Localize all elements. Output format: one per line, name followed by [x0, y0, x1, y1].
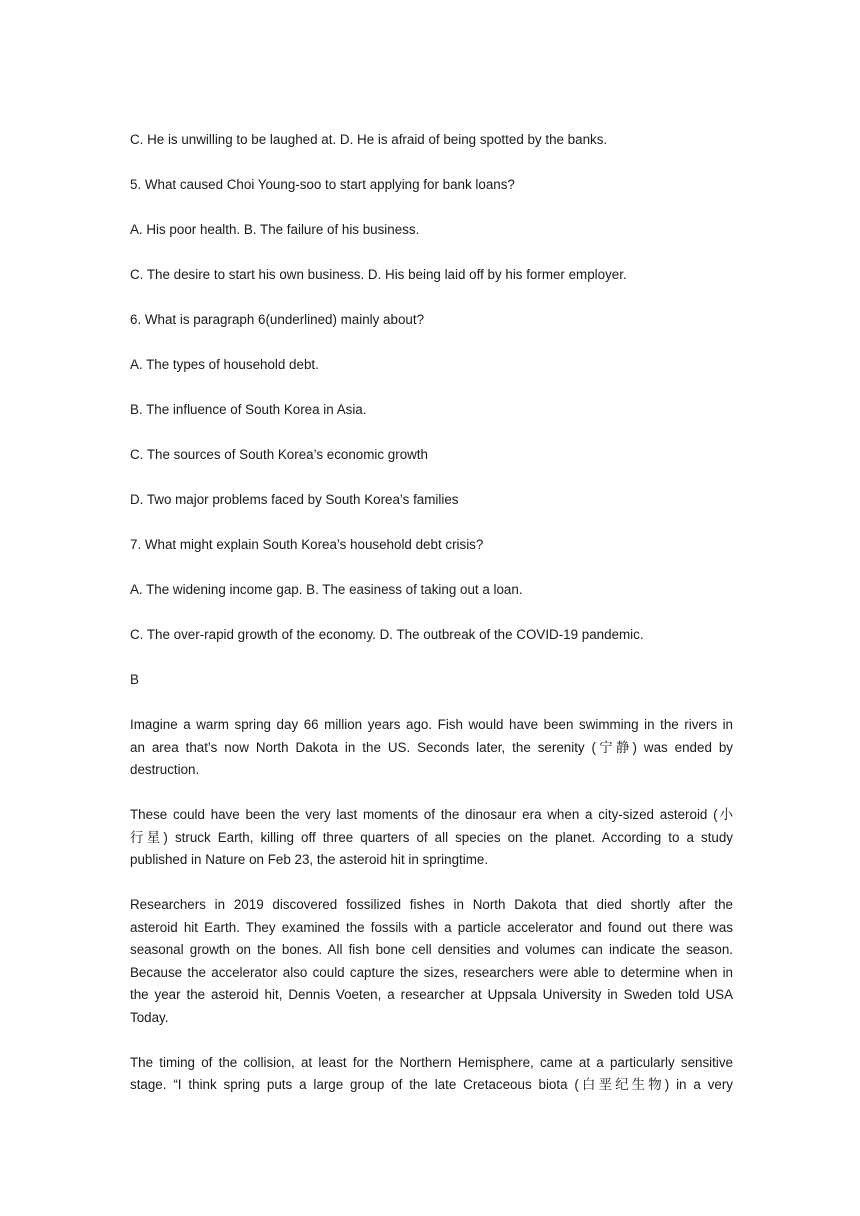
paragraph-line: Because the accelerator also could capture the sizes, researchers were able to determine when in [130, 964, 733, 980]
paragraph-line: 行星) struck Earth, killing off three quarters of all species on the planet. According to a study [130, 829, 733, 845]
paragraph-line: Imagine a warm spring day 66 million years ago. Fish would have been swimming in the rivers in [130, 717, 733, 732]
paragraph-line: Today. [130, 1009, 169, 1025]
passage-paragraph-3 [130, 894, 733, 1029]
passage-paragraph-4 [130, 1052, 733, 1097]
q4-options-cd: C. He is unwilling to be laughed at. D. He is afraid of being spotted by the banks. [130, 132, 608, 147]
paragraph-line: published in Nature on Feb 23, the asteroid hit in springtime. [130, 852, 489, 867]
q5-options-cd: C. The desire to start his own business. D. His being laid off by his former employer. [130, 267, 627, 282]
paragraph-line: Researchers in 2019 discovered fossilized fishes in North Dakota that died shortly after the [130, 897, 733, 912]
paragraph-line: destruction. [130, 762, 200, 777]
q6-option-b: B. The influence of South Korea in Asia. [130, 402, 367, 417]
paragraph-line: The timing of the collision, at least for the Northern Hemisphere, came at a particularly sensitive [130, 1054, 733, 1070]
paragraph-line: stage. “I think spring puts a large group of the late Cretaceous biota (白垩纪生物) in a very [130, 1077, 733, 1092]
paragraph-line: asteroid hit Earth. They examined the fossils with a particle accelerator and found out there was [130, 919, 733, 935]
paragraph-line: seasonal growth on the bones. All fish bone cell densities and volumes can indicate the season. [130, 942, 733, 957]
q5-stem: 5. What caused Choi Young-soo to start applying for bank loans? [130, 177, 515, 192]
document-body [130, 129, 733, 1119]
paragraph-line: an area that’s now North Dakota in the US. Seconds later, the serenity (宁静) was ended by [130, 739, 733, 755]
q7-options-cd: C. The over-rapid growth of the economy. D. The outbreak of the COVID-19 pandemic. [130, 627, 644, 642]
q6-option-c: C. The sources of South Korea’s economic growth [130, 447, 428, 462]
q7-options-ab: A. The widening income gap. B. The easiness of taking out a loan. [130, 582, 523, 597]
q6-stem: 6. What is paragraph 6(underlined) mainly about? [130, 312, 425, 327]
q6-option-d: D. Two major problems faced by South Korea’s families [130, 492, 459, 507]
q7-stem: 7. What might explain South Korea’s household debt crisis? [130, 537, 484, 552]
paragraph-line: the year the asteroid hit, Dennis Voeten, a researcher at Uppsala University in Sweden told USA [130, 987, 733, 1002]
paragraph-line: These could have been the very last moments of the dinosaur era when a city-sized asteroid (小 [130, 807, 733, 822]
passage-paragraph-2 [130, 804, 733, 872]
q6-option-a: A. The types of household debt. [130, 357, 319, 372]
q5-options-ab: A. His poor health. B. The failure of his business. [130, 222, 420, 237]
passage-paragraph-1 [130, 714, 733, 782]
section-b-label: B [130, 672, 139, 687]
